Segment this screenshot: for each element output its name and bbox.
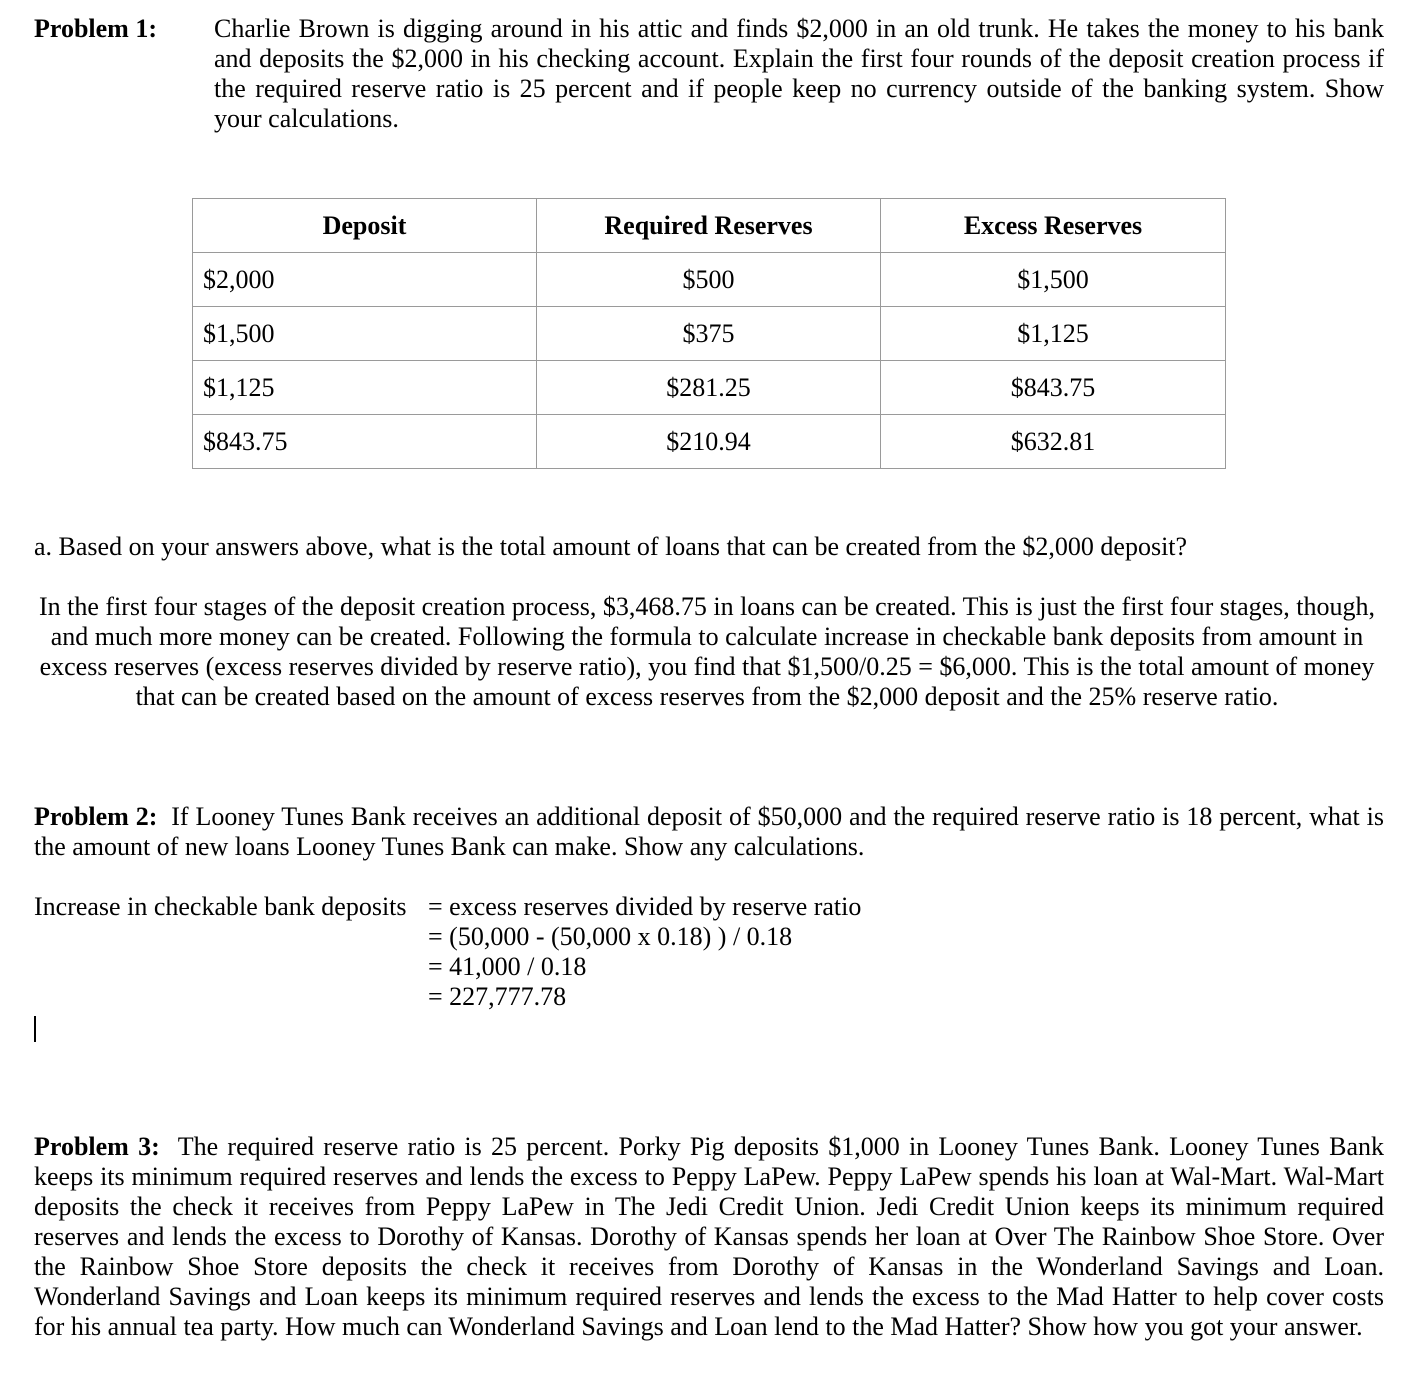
- excess-reserves-cell: $1,125: [881, 307, 1226, 361]
- excess-reserves-cell: $843.75: [881, 361, 1226, 415]
- part-a-answer: In the first four stages of the deposit creation process, $3,468.75 in loans can be created. This is just the first four stages, though, and much more money can be created. Following the formula to calculate increase in checkable bank deposits from amount in excess reserves (excess reserves divided by reserve ratio), you find that $1,500/0.25 = $6,000. This is the total amount of money that can be created based on the amount of excess reserves from the $2,000 deposit and the 25% reserve ratio.: [38, 592, 1376, 711]
- table-row: [193, 253, 1226, 307]
- required-reserves-cell: $210.94: [537, 415, 881, 469]
- table-row: [193, 415, 1226, 469]
- table-row: [193, 307, 1226, 361]
- header-excess-reserves: Excess Reserves: [881, 199, 1226, 253]
- excess-reserves-cell: $632.81: [881, 415, 1226, 469]
- deposit-cell: $1,125: [193, 361, 537, 415]
- required-reserves-cell: $375: [537, 307, 881, 361]
- deposit-reserves-table: [192, 198, 1226, 469]
- problem-2: [34, 802, 1384, 862]
- problem-2-label: Problem 2:: [34, 802, 158, 831]
- problem-3: [34, 1132, 1384, 1342]
- calculation-line: = 227,777.78: [428, 982, 567, 1011]
- deposit-cell: $2,000: [193, 253, 537, 307]
- required-reserves-cell: $281.25: [537, 361, 881, 415]
- part-a-question: a. Based on your answers above, what is the total amount of loans that can be created from the $2,000 deposit?: [34, 532, 1188, 561]
- deposit-cell: $1,500: [193, 307, 537, 361]
- problem-1-label: Problem 1:: [34, 14, 157, 43]
- calculation-line: = 41,000 / 0.18: [428, 952, 587, 981]
- problem-3-text: The required reserve ratio is 25 percent. Porky Pig deposits $1,000 in Looney Tunes Bank. Looney Tunes Bank keeps its minimum required reserves and lends the excess to Peppy LaPew. Peppy LaPew spends his loan at Wal-Mart. Wal-Mart deposits the check it receives from Peppy LaPew in The Jedi Credit Union. Jedi Credit Union keeps its minimum required reserves and lends the excess to Dorothy of Kansas. Dorothy of Kansas spends her loan at Over The Rainbow Shoe Store. Over the Rainbow Shoe Store deposits the check it receives from Dorothy of Kansas in the Wonderland Savings and Loan. Wonderland Savings and Loan keeps its minimum required reserves and lends the excess to the Mad Hatter to help cover costs for his annual tea party. How much can Wonderland Savings and Loan lend to the Mad Hatter? Show how you got your answer.: [34, 1132, 1385, 1341]
- calculation-line: = excess reserves divided by reserve ratio: [428, 892, 862, 921]
- calculation-line: = (50,000 - (50,000 x 0.18) ) / 0.18: [428, 922, 793, 951]
- table-header-row: [193, 199, 1226, 253]
- table-row: [193, 361, 1226, 415]
- problem-3-label: Problem 3:: [34, 1132, 160, 1161]
- text-cursor[interactable]: [34, 1016, 36, 1042]
- problem-1-text: Charlie Brown is digging around in his attic and finds $2,000 in an old trunk. He takes the money to his bank and deposits the $2,000 in his checking account. Explain the first four rounds of the deposit creation process if the required reserve ratio is 25 percent and if people keep no currency outside of the banking system. Show your calculations.: [214, 14, 1384, 133]
- calculation-lhs: Increase in checkable bank deposits: [34, 892, 407, 921]
- excess-reserves-cell: $1,500: [881, 253, 1226, 307]
- header-required-reserves: Required Reserves: [537, 199, 881, 253]
- problem-2-text: If Looney Tunes Bank receives an additional deposit of $50,000 and the required reserve ratio is 18 percent, what is the amount of new loans Looney Tunes Bank can make. Show any calculations.: [34, 802, 1384, 861]
- deposit-cell: $843.75: [193, 415, 537, 469]
- header-deposit: Deposit: [193, 199, 537, 253]
- required-reserves-cell: $500: [537, 253, 881, 307]
